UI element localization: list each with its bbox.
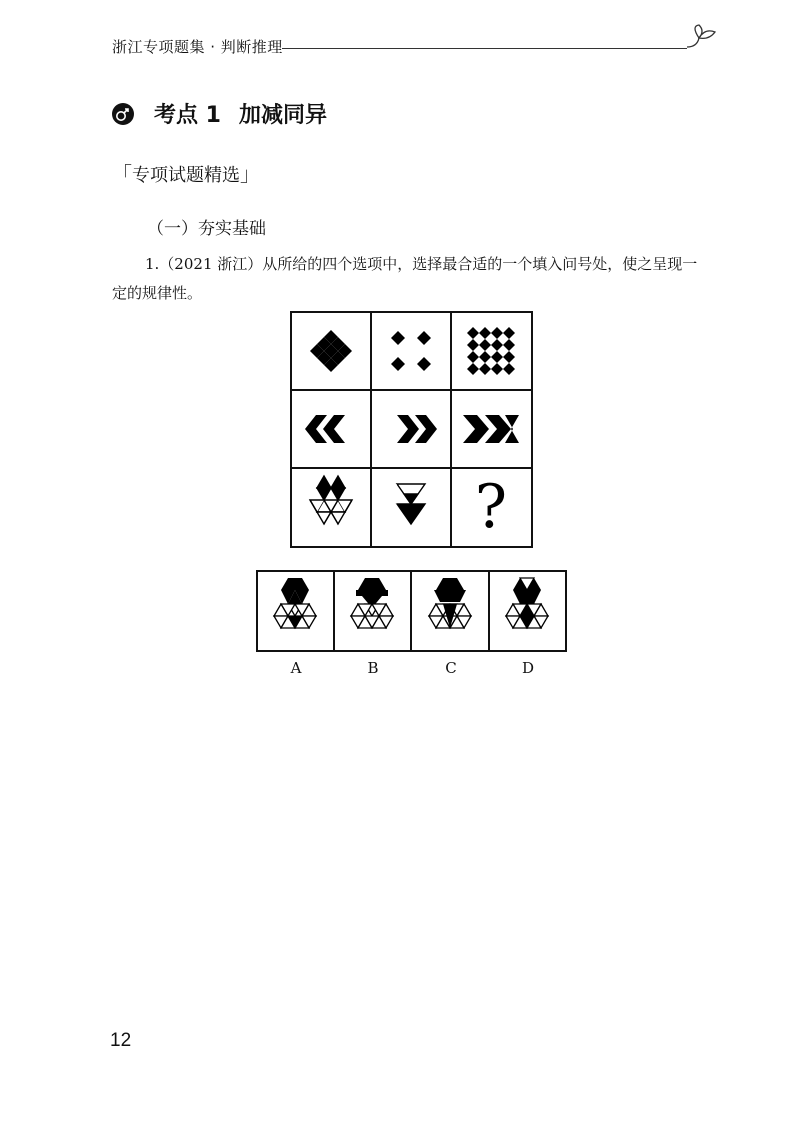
- page-number: 12: [110, 1030, 132, 1051]
- cell-2-2-right-chevrons: [397, 415, 437, 443]
- subsection-heading: [112, 158, 260, 187]
- option-d-label[interactable]: D: [521, 659, 535, 677]
- cell-1-3-diamond-lattice: [467, 327, 515, 375]
- cell-3-2-inverted-triangles: [390, 484, 425, 524]
- running-header: 浙江专项题集 · 判断推理: [112, 38, 283, 56]
- cell-1-1-diamond-cross: [310, 330, 352, 372]
- cell-3-1-triangle-figure: [310, 476, 352, 524]
- option-a-figure: [274, 578, 316, 628]
- subsection-title: 专项试题精选: [132, 165, 240, 186]
- cell-2-3-bowtie-chevrons: [463, 415, 519, 443]
- bracket-open: 「: [112, 162, 132, 186]
- question-text: 1.（2021 浙江）从所给的四个选项中，选择最合适的一个填入问号处，使之呈现一定的规律性。: [112, 255, 698, 302]
- option-c-label[interactable]: C: [445, 659, 457, 677]
- cell-2-1-left-chevrons: [305, 415, 345, 443]
- bracket-close: 」: [240, 162, 260, 186]
- option-a-label[interactable]: A: [290, 659, 302, 677]
- section-number: 考点 1: [154, 103, 221, 128]
- option-b-figure: [351, 578, 393, 628]
- section-badge-icon: [112, 103, 134, 125]
- section-title: 加减同异: [238, 103, 327, 128]
- header-rule: [282, 48, 687, 49]
- option-d-figure: [506, 578, 548, 628]
- puzzle-grid: [290, 311, 534, 549]
- option-c-figure: [429, 578, 471, 628]
- option-b-label[interactable]: B: [367, 659, 379, 677]
- cell-1-2-four-diamonds: [391, 331, 431, 371]
- option-strip: [256, 570, 568, 654]
- part-heading: （一）夯实基础: [147, 219, 266, 239]
- unknown-symbol: ?: [474, 472, 508, 542]
- section-heading: [112, 98, 327, 129]
- sprout-icon: [683, 22, 719, 50]
